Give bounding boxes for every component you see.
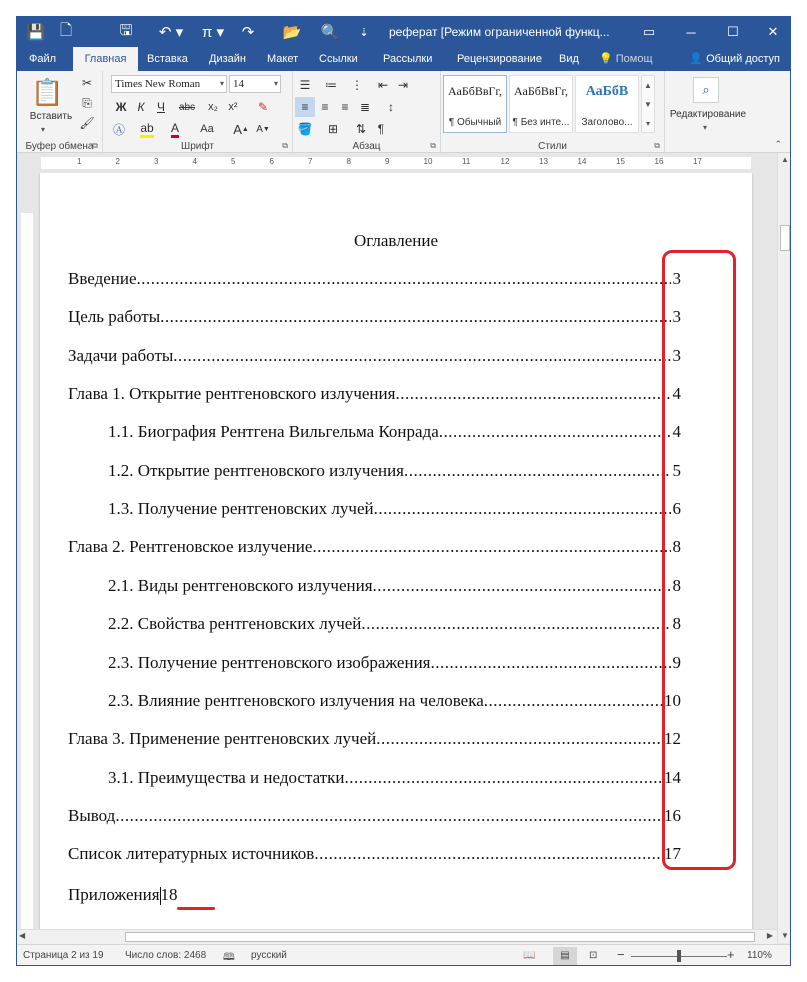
toc-entry-page: 3 [672,269,681,288]
font-name-value: Times New Roman [115,78,201,90]
clipboard-launcher-icon[interactable]: ⧉ [92,141,98,150]
word-window [16,16,791,966]
toc-entry-label: Вывод [68,805,116,825]
tab-view[interactable]: Вид [559,53,579,65]
document-area[interactable] [37,173,777,943]
toc-entry-label: Список литературных источников [68,844,315,864]
collapse-ribbon-icon[interactable]: ⌃ [774,139,782,149]
open-folder-icon[interactable]: 📂 [282,24,302,41]
tab-home[interactable]: Главная [73,47,138,71]
toc-entry-label: Задачи работы [68,345,174,365]
tab-review[interactable]: Рецензирование [457,53,542,65]
toc-entry[interactable] [68,307,681,329]
vertical-ruler[interactable] [17,173,37,943]
toc-entry-page: 18 [160,885,178,904]
show-formatting-icon[interactable]: ¶ [377,122,385,136]
toc-entry-page: 14 [664,767,681,787]
shrink-font-label: A [256,123,263,135]
toc-leader-dots [431,653,671,673]
decrease-indent-icon[interactable]: ⇤ [377,78,389,92]
toc-leader-dots [439,422,671,442]
grow-font-label: A [233,121,242,137]
font-color-icon[interactable]: A [165,119,185,139]
shrink-font-button[interactable] [253,119,273,139]
document-page[interactable] [40,173,752,943]
print-layout-icon[interactable]: ▤ [553,947,577,965]
superscript-button[interactable]: x² [228,101,238,113]
ruler-number: 15 [616,157,625,166]
styles-group-label: Стили [538,141,567,152]
paste-dropdown-icon[interactable]: ▾ [41,125,46,134]
new-document-icon[interactable]: 🗋 [59,21,73,39]
share-label: Общий доступ [706,53,780,65]
grow-font-button[interactable] [231,119,251,139]
shrink-arrow-icon: ▼ [262,125,270,133]
toc-entry-label: 1.1. Биография Рентгена Вильгельма Конрада [108,422,439,442]
paste-button[interactable]: Вставить [29,111,73,122]
scroll-right-icon[interactable]: ▶ [766,931,773,940]
tell-me-search[interactable] [593,47,659,71]
toc-entry-page: 12 [664,729,681,749]
maximize-button[interactable]: ☐ [727,24,739,39]
toc-entry-label: Глава 2. Рентгеновское излучение [68,537,313,557]
italic-button[interactable]: К [137,100,145,114]
borders-icon[interactable]: ⊞ [327,122,339,136]
subscript-button[interactable]: x₂ [208,101,218,113]
font-name-dropdown-icon[interactable]: ▾ [219,79,224,88]
styles-scroll[interactable]: ▲ ▼ ▾ [641,75,655,133]
ruler-number: 17 [693,157,702,166]
toc-entry[interactable] [68,844,681,866]
toc-entry[interactable] [108,461,681,483]
toc-leader-dots [137,269,671,289]
ruler-number: 1 [77,157,82,166]
scroll-down-icon[interactable]: ▼ [781,931,789,940]
ruler-number: 7 [308,157,313,166]
highlight-color-icon[interactable]: ab [137,119,157,139]
zoom-slider-thumb[interactable] [677,950,681,962]
toc-leader-dots [314,844,662,864]
tab-file[interactable]: Файл [29,53,57,65]
copy-icon[interactable]: ⎘ [82,95,92,110]
zoom-out-button[interactable]: − [617,947,625,962]
ruler-number: 14 [577,157,587,166]
find-icon[interactable]: ⌕ [693,77,719,103]
toc-leader-dots [312,537,670,557]
paragraph-launcher-icon[interactable]: ⧉ [430,141,436,150]
toc-entry[interactable] [68,384,681,406]
toc-entry-page: 10 [664,690,681,710]
save-icon[interactable]: 💾 [26,24,46,41]
tab-layout[interactable]: Макет [267,53,299,65]
toc-leader-dots [484,691,662,711]
font-size-combo[interactable] [229,75,281,93]
align-center-icon[interactable]: ≡ [321,100,329,114]
ruler-number: 3 [154,157,159,166]
font-launcher-icon[interactable]: ⧉ [282,141,288,150]
ruler-number: 11 [462,157,471,166]
toc-leader-dots [160,307,670,327]
clipboard-group-label: Буфер обмена [25,141,94,152]
proofing-icon[interactable]: 🕮 [223,952,235,963]
toc-entry-page: 8 [672,614,681,634]
title-bar [17,17,790,47]
toc-entry-page: 5 [672,460,681,480]
toc-entry[interactable] [108,768,681,790]
toc-heading: Оглавление [354,231,438,250]
shading-icon[interactable]: 🪣 [297,122,313,136]
font-group [103,71,293,153]
toc-leader-dots [374,499,671,519]
redo-button[interactable]: ↷ [241,24,255,41]
ruler-number: 2 [115,157,120,166]
toc-entry[interactable] [108,576,681,598]
language-indicator[interactable]: русский [251,950,287,961]
justify-icon[interactable]: ≣ [359,100,371,114]
paragraph-group-label: Абзац [352,141,381,152]
save-as-icon[interactable]: 🖫 [119,21,133,39]
toc-entry-label: 2.2. Свойства рентгеновских лучей [108,614,362,634]
ribbon-display-options-icon[interactable]: ▭ [642,24,656,39]
style-heading-sample: АаБбВ [585,84,629,99]
align-left-icon[interactable]: ≡ [295,97,315,117]
page-counter[interactable]: Страница 2 из 19 [23,950,104,961]
toc-entry[interactable] [68,346,681,368]
multilevel-list-icon[interactable]: ⋮ [351,78,363,92]
zoom-in-button[interactable]: + [727,947,735,962]
vertical-ruler-track [21,213,33,943]
toc-leader-dots [115,806,662,826]
share-button[interactable] [689,47,780,71]
ribbon [17,71,790,153]
toc-entry-label: 2.3. Влияние рентгеновского излучения на человека [108,690,484,710]
styles-group [441,71,665,153]
toc-entry-label: Приложения [68,885,160,904]
font-size-dropdown-icon[interactable]: ▾ [273,79,278,88]
toc-entry-page: 8 [672,537,681,557]
undo-button[interactable]: ↶ ▾ [158,24,184,41]
font-size-value: 14 [233,78,244,90]
toc-entry[interactable] [68,269,681,291]
toc-entry-label: 1.2. Открытие рентгеновского излучения [108,460,404,480]
toc-entry-page: 4 [672,422,681,442]
toc-entry[interactable] [108,499,681,521]
word-count[interactable]: Число слов: 2468 [125,950,207,961]
increase-indent-icon[interactable]: ⇥ [397,78,409,92]
tab-mailings[interactable]: Рассылки [383,53,433,65]
toc-entry-page: 3 [672,345,681,365]
toc-entry-page: 4 [672,384,681,404]
style-normal-sample: АаБбВвГг, [447,84,502,98]
align-right-icon[interactable]: ≡ [341,100,349,114]
editing-group [665,71,751,153]
missing-dots-underline [177,907,215,910]
tell-me-label: Помощ [615,53,653,65]
toc-leader-dots [373,576,671,596]
tab-references[interactable]: Ссылки [319,53,358,65]
clear-formatting-icon[interactable]: ✎ [257,100,269,114]
editing-dropdown-icon[interactable]: ▾ [703,123,708,132]
toc-leader-dots [404,461,671,481]
page-numbers-highlight [662,250,736,870]
ruler-number: 12 [500,157,510,166]
editing-button[interactable]: Редактирование [669,109,747,120]
font-name-combo[interactable] [111,75,227,93]
toc-leader-dots [344,768,662,788]
tab-design[interactable]: Дизайн [209,53,246,65]
paragraph-group [293,71,441,153]
text-effects-icon[interactable]: Ⓐ [112,122,125,137]
close-button[interactable]: ✕ [767,24,779,39]
style-heading-name: Заголово... [581,117,633,128]
toc-entry-label: 3.1. Преимущества и недостатки [108,767,345,787]
toc-entry-label: 2.3. Получение рентгеновского изображения [108,652,431,672]
style-normal-name: ¶ Обычный [448,117,502,128]
style-no-spacing-sample: АаБбВвГг, [513,84,568,98]
toc-entry-label: Цель работы [68,307,161,327]
ruler-number: 6 [269,157,274,166]
style-heading[interactable] [575,75,639,133]
ruler-number: 10 [423,157,433,166]
sort-icon[interactable]: ⇅ [355,122,367,136]
horizontal-scroll-thumb[interactable] [125,932,755,942]
ruler-number: 13 [539,157,548,166]
style-no-spacing-name: ¶ Без инте... [512,117,570,128]
ribbon-tabs [17,47,790,71]
font-group-label: Шрифт [181,141,214,152]
zoom-level[interactable]: 110% [747,950,772,961]
tab-insert[interactable]: Вставка [147,53,188,65]
toc-last-entry[interactable] [68,885,178,907]
styles-launcher-icon[interactable]: ⧉ [654,141,660,150]
toc-entry[interactable] [108,422,681,444]
read-mode-icon[interactable]: 📖 [523,950,536,961]
style-normal[interactable] [443,75,507,133]
toc-entry-page: 3 [672,307,681,327]
bold-button[interactable]: Ж [115,100,127,114]
toc-entry-label: 1.3. Получение рентгеновских лучей [108,499,374,519]
change-case-button[interactable]: Аа [200,123,214,135]
toc-entry-page: 9 [672,652,681,672]
bullets-icon[interactable]: ☰ [299,78,311,92]
vertical-scrollbar[interactable] [777,153,791,943]
style-no-spacing[interactable] [509,75,573,133]
lightbulb-icon: 💡 [599,53,613,65]
grow-arrow-icon: ▲ [241,125,249,133]
toc-entry-label: Введение [68,269,137,288]
status-bar [17,944,790,966]
toc-leader-dots [376,729,662,749]
toc-entry-label: 2.1. Виды рентгеновского излучения [108,575,373,595]
scroll-thumb[interactable] [780,225,790,251]
toc-entry-page: 16 [664,805,681,825]
toc-entry[interactable] [68,729,681,751]
toc-entry[interactable] [108,691,681,713]
toc-entry-page: 6 [672,499,681,519]
toc-entry[interactable] [68,806,681,828]
underline-button[interactable]: Ч [157,100,165,114]
paste-icon[interactable]: 📋 [31,77,64,107]
toc-entry-label: Глава 3. Применение рентгеновских лучей [68,729,377,749]
toc-entry-label: Глава 1. Открытие рентгеновского излучения [68,384,396,404]
toc-entry[interactable] [68,537,681,559]
toc-leader-dots [361,614,670,634]
horizontal-scrollbar[interactable] [17,929,777,944]
toc-entry[interactable] [108,614,681,636]
cut-icon[interactable]: ✂ [81,76,93,90]
ruler-number: 16 [654,157,664,166]
equation-button[interactable]: π ▾ [201,24,225,41]
ruler-number: 4 [192,157,197,166]
toc-entry-page: 17 [664,844,681,864]
web-layout-icon[interactable]: ⊡ [589,950,598,961]
print-preview-icon[interactable]: 🔍 [320,24,340,41]
toc-leader-dots [395,384,670,404]
toc-leader-dots [173,346,670,366]
scroll-left-icon[interactable]: ◀ [19,931,26,940]
line-spacing-icon[interactable]: ↕ [388,100,394,114]
ruler-number: 5 [231,157,236,166]
toc-entry[interactable] [108,653,681,675]
toc-entry-page: 8 [672,575,681,595]
person-icon: 👤 [689,53,704,65]
ruler-track [41,157,751,169]
format-painter-icon[interactable]: 🖌 [79,116,95,130]
window-title: реферат [Режим ограниченной функц... [389,25,610,39]
ruler-number: 9 [385,157,390,166]
ruler-number: 8 [346,157,351,166]
customize-toolbar-icon[interactable]: ⇣ [359,26,369,39]
scroll-up-icon[interactable]: ▲ [781,155,789,164]
horizontal-ruler[interactable] [17,153,777,173]
numbering-icon[interactable]: ≔ [325,78,337,92]
strikethrough-button[interactable]: abc [178,101,196,113]
minimize-button[interactable]: ─ [686,24,696,40]
clipboard-group [17,71,103,153]
